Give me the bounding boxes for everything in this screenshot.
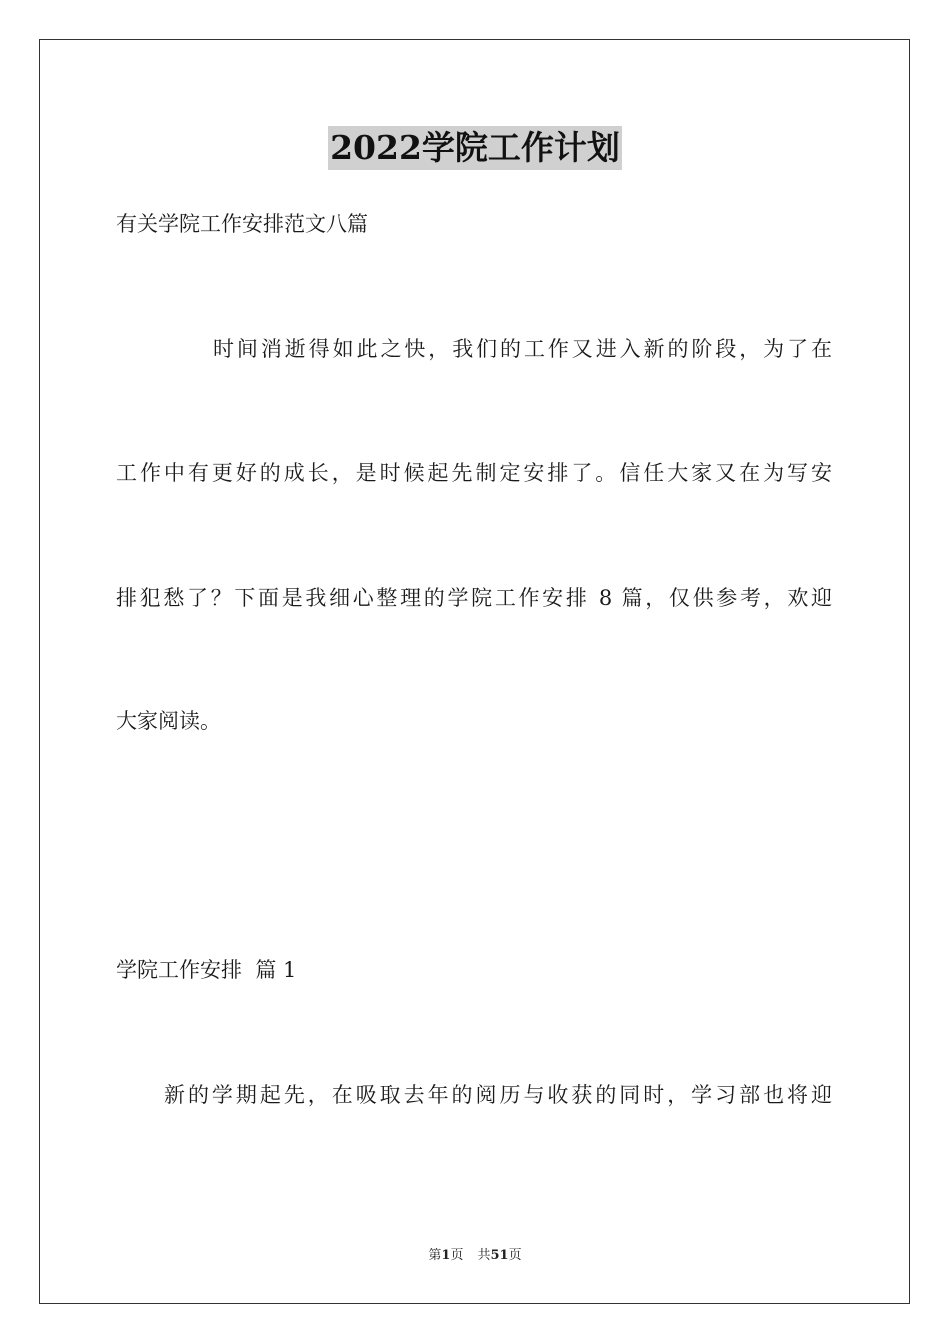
section-line-1: 新的学期起先，在吸取去年的阅历与收获的同时，学习部也将迎 (164, 1083, 832, 1107)
footer-total-prefix: 共 (477, 1248, 491, 1263)
page-footer (0, 1247, 950, 1265)
document-subtitle: 有关学院工作安排范文八篇 (116, 212, 368, 236)
section-heading: 学院工作安排 篇 1 (116, 958, 297, 982)
footer-page-suffix: 页 (450, 1248, 464, 1263)
intro-line-2: 工作中有更好的成长，是时候起先制定安排了。信任大家又在为写安 (116, 461, 832, 485)
footer-total-suffix: 页 (508, 1248, 522, 1263)
footer-total-pages: 51 (490, 1248, 509, 1263)
footer-page-prefix: 第 (428, 1248, 442, 1263)
intro-line-3: 排犯愁了？下面是我细心整理的学院工作安排 8 篇，仅供参考，欢迎 (116, 586, 832, 610)
document-title: 2022学院工作计划 (328, 126, 622, 170)
intro-line-4: 大家阅读。 (116, 709, 221, 733)
intro-line-1: 时间消逝得如此之快，我们的工作又进入新的阶段，为了在 (213, 337, 832, 361)
footer-page-number: 1 (441, 1248, 451, 1263)
title-container (0, 126, 950, 170)
